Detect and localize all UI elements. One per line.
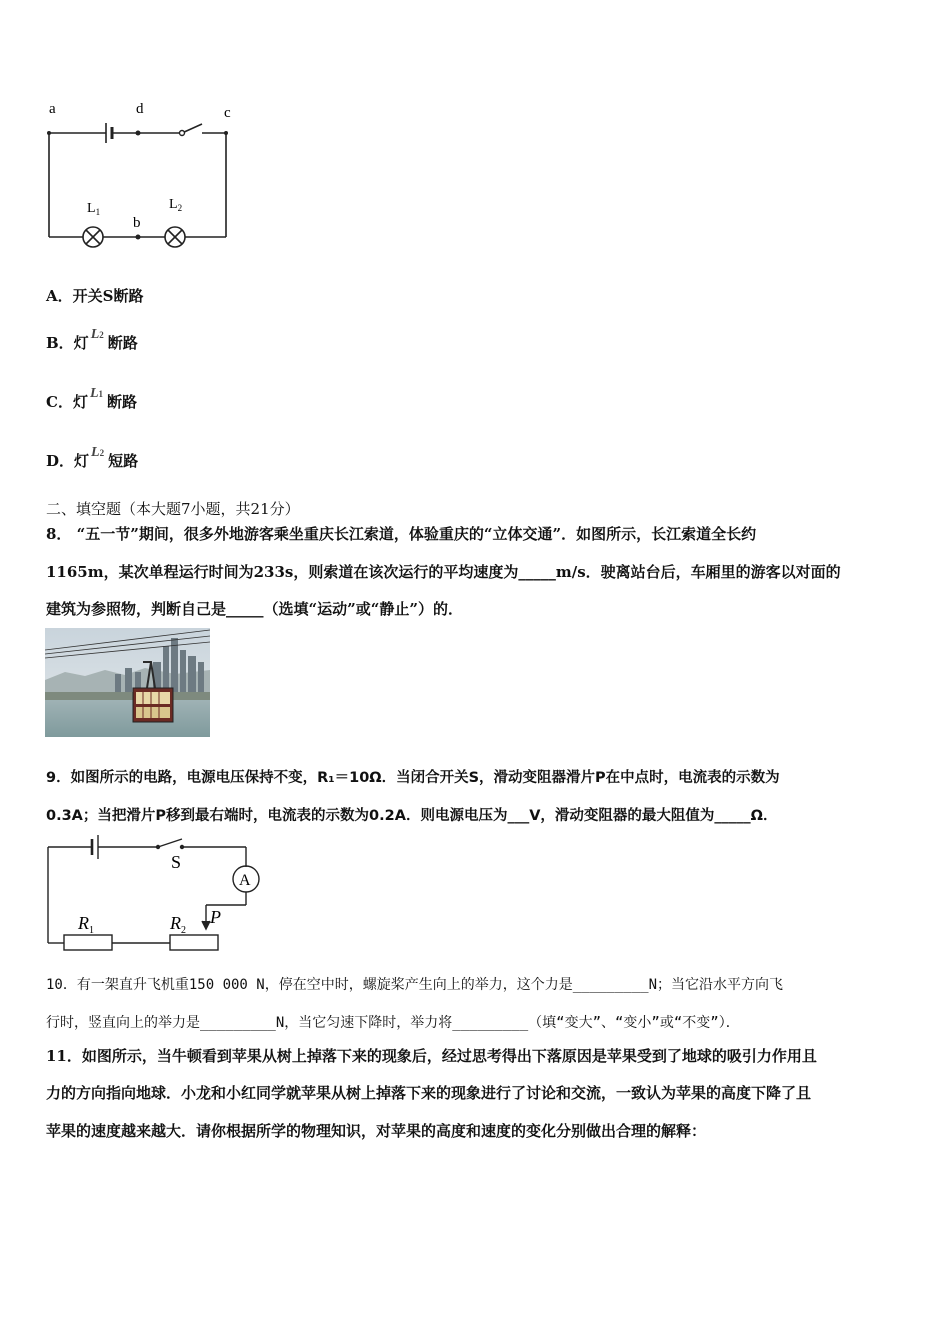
label-r1: $R_1$	[78, 913, 94, 936]
cable-car-photo	[45, 628, 210, 737]
q11-line-2: 力的方向指向地球．小龙和小红同学就苹果从树上掉落下来的现象进行了讨论和交流，一致认为苹果的高度下降了且	[46, 1084, 812, 1102]
node-a	[47, 131, 51, 135]
label-c: c	[224, 105, 231, 121]
symbol-l1: L1	[89, 386, 104, 401]
q8-line-2: 1165m，某次单程运行时间为233s，则索道在该次运行的平均速度为_____m/s．驶离站台后，车厢里的游客以对面的	[46, 563, 841, 581]
label-s: S	[171, 852, 182, 872]
q10-line-2: 行时，竖直向上的举力是_________N，当它匀速下降时，举力将_________（填“变大”、“变小”或“不变”）．	[46, 1015, 740, 1031]
circuit-diagram-2	[40, 835, 280, 955]
label-d: d	[136, 101, 144, 117]
label-r2: $R_2$	[170, 913, 186, 936]
node-d	[136, 131, 141, 136]
symbol-l2: L2	[90, 327, 104, 342]
section-title: 二、填空题（本大题7小题，共21分）	[46, 500, 300, 518]
option-d: D．灯 L2 短路	[46, 445, 139, 470]
symbol-l2: L2	[91, 445, 105, 460]
node-b	[136, 235, 141, 240]
option-b: B．灯 L2 断路	[46, 327, 138, 352]
q11-line-3: 苹果的速度越来越大．请你根据所学的物理知识，对苹果的高度和速度的变化分别做出合理的解释：	[46, 1122, 707, 1140]
switch-contact	[180, 131, 185, 136]
q11-line-1: 11．如图所示，当牛顿看到苹果从树上掉落下来的现象后，经过思考得出下落原因是苹果受到了地球的吸引力作用且	[46, 1047, 817, 1065]
option-a: A．开关S断路	[46, 287, 144, 305]
option-c: C．灯 L1 断路	[46, 386, 138, 411]
q10-line-1: 10．有一架直升飞机重150 000 N，停在空中时，螺旋桨产生向上的举力，这个力是_________N；当它沿水平方向飞	[46, 977, 784, 993]
label-p: P	[210, 907, 221, 927]
node-c	[224, 131, 228, 135]
circuit-diagram-1	[40, 95, 250, 265]
label-l1: $L_1$	[87, 201, 101, 217]
label-l2: $L_2$	[169, 197, 183, 213]
label-b: b	[133, 215, 141, 231]
q8-line-1: 8． “五一节”期间，很多外地游客乘坐重庆长江索道，体验重庆的“立体交通”．如图所示，长江索道全长约	[46, 525, 757, 543]
q8-line-3: 建筑为参照物，判断自己是_____（选填“运动”或“静止”）的．	[46, 600, 464, 618]
q9-line-1: 9．如图所示的电路，电源电压保持不变，R₁＝10Ω．当闭合开关S，滑动变阻器滑片P在中点时，电流表的示数为	[46, 770, 780, 786]
label-a: a	[49, 101, 56, 117]
ammeter-label: A	[239, 872, 251, 889]
q9-line-2: 0.3A；当把滑片P移到最右端时，电流表的示数为0.2A．则电源电压为___V，滑动变阻器的最大阻值为_____Ω．	[46, 808, 778, 824]
